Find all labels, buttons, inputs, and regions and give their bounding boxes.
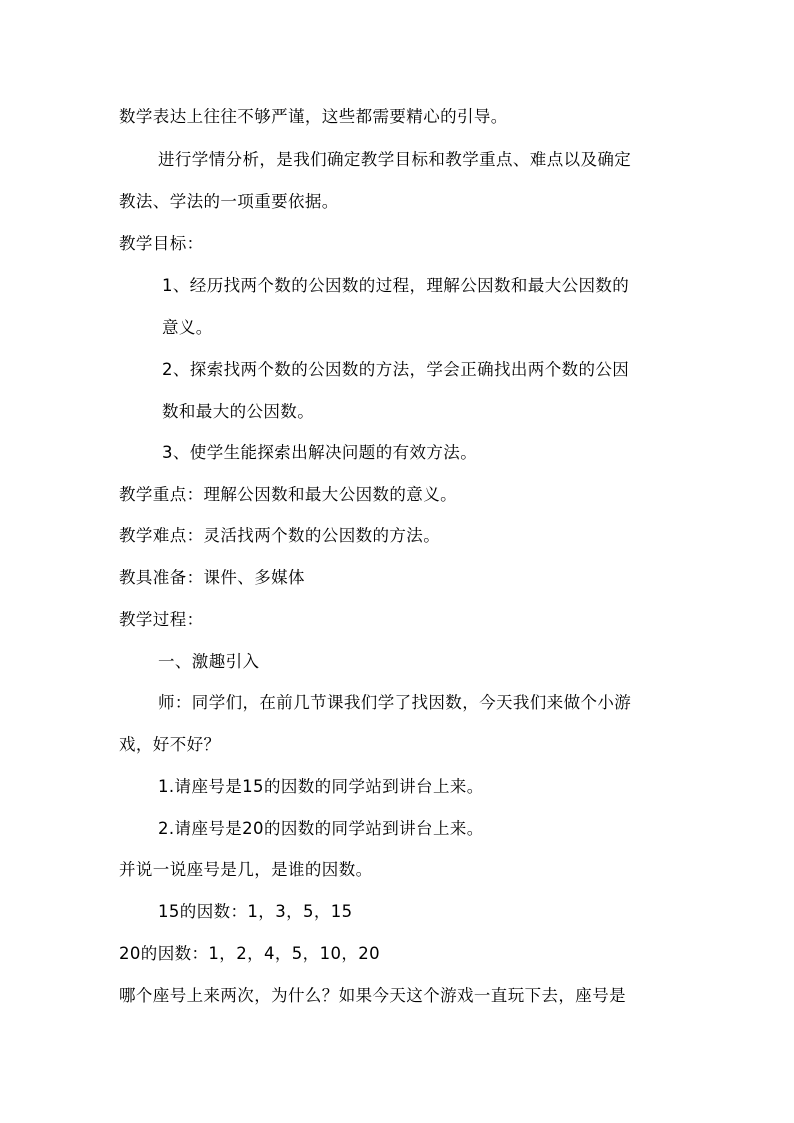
key-point: 教学重点：理解公因数和最大公因数的意义。 [119,485,457,504]
difficulty-point: 教学难点：灵活找两个数的公因数的方法。 [119,526,441,545]
teacher-speech-line-1: 师：同学们，在前几节课我们学了找因数，今天我们来做个小游 [158,693,632,712]
game-instruction-2: 2.请座号是20的因数的同学站到讲台上来。 [158,819,484,838]
objective-1-line-1: 1、经历找两个数的公因数的过程，理解公因数和最大公因数的 [162,276,630,295]
section-heading-process: 教学过程： [119,610,204,629]
step-1-heading: 一、激趣引入 [158,652,260,671]
teaching-aids: 教具准备：课件、多媒体 [119,568,305,587]
factors-of-20: 20的因数：1，2，4，5，10，20 [119,944,381,963]
section-heading-objectives: 教学目标： [119,234,204,253]
text-line-3: 教法、学法的一项重要依据。 [119,192,339,211]
text-line-2: 进行学情分析，是我们确定教学目标和教学重点、难点以及确定 [158,150,632,169]
game-instruction-3: 并说一说座号是几，是谁的因数。 [119,860,373,879]
objective-2-line-1: 2、探索找两个数的公因数的方法，学会正确找出两个数的公因 [162,360,630,379]
game-instruction-1: 1.请座号是15的因数的同学站到讲台上来。 [158,777,484,796]
objective-2-line-2: 数和最大的公因数。 [162,402,315,421]
teacher-speech-line-2: 戏，好不好？ [119,735,221,754]
objective-3: 3、使学生能探索出解决问题的有效方法。 [162,443,478,462]
question-line: 哪个座号上来两次，为什么？如果今天这个游戏一直玩下去，座号是 [119,986,626,1005]
text-line-1: 数学表达上往往不够严谨，这些都需要精心的引导。 [119,107,508,126]
objective-1-line-2: 意义。 [162,318,213,337]
factors-of-15: 15的因数：1，3，5，15 [158,902,353,921]
